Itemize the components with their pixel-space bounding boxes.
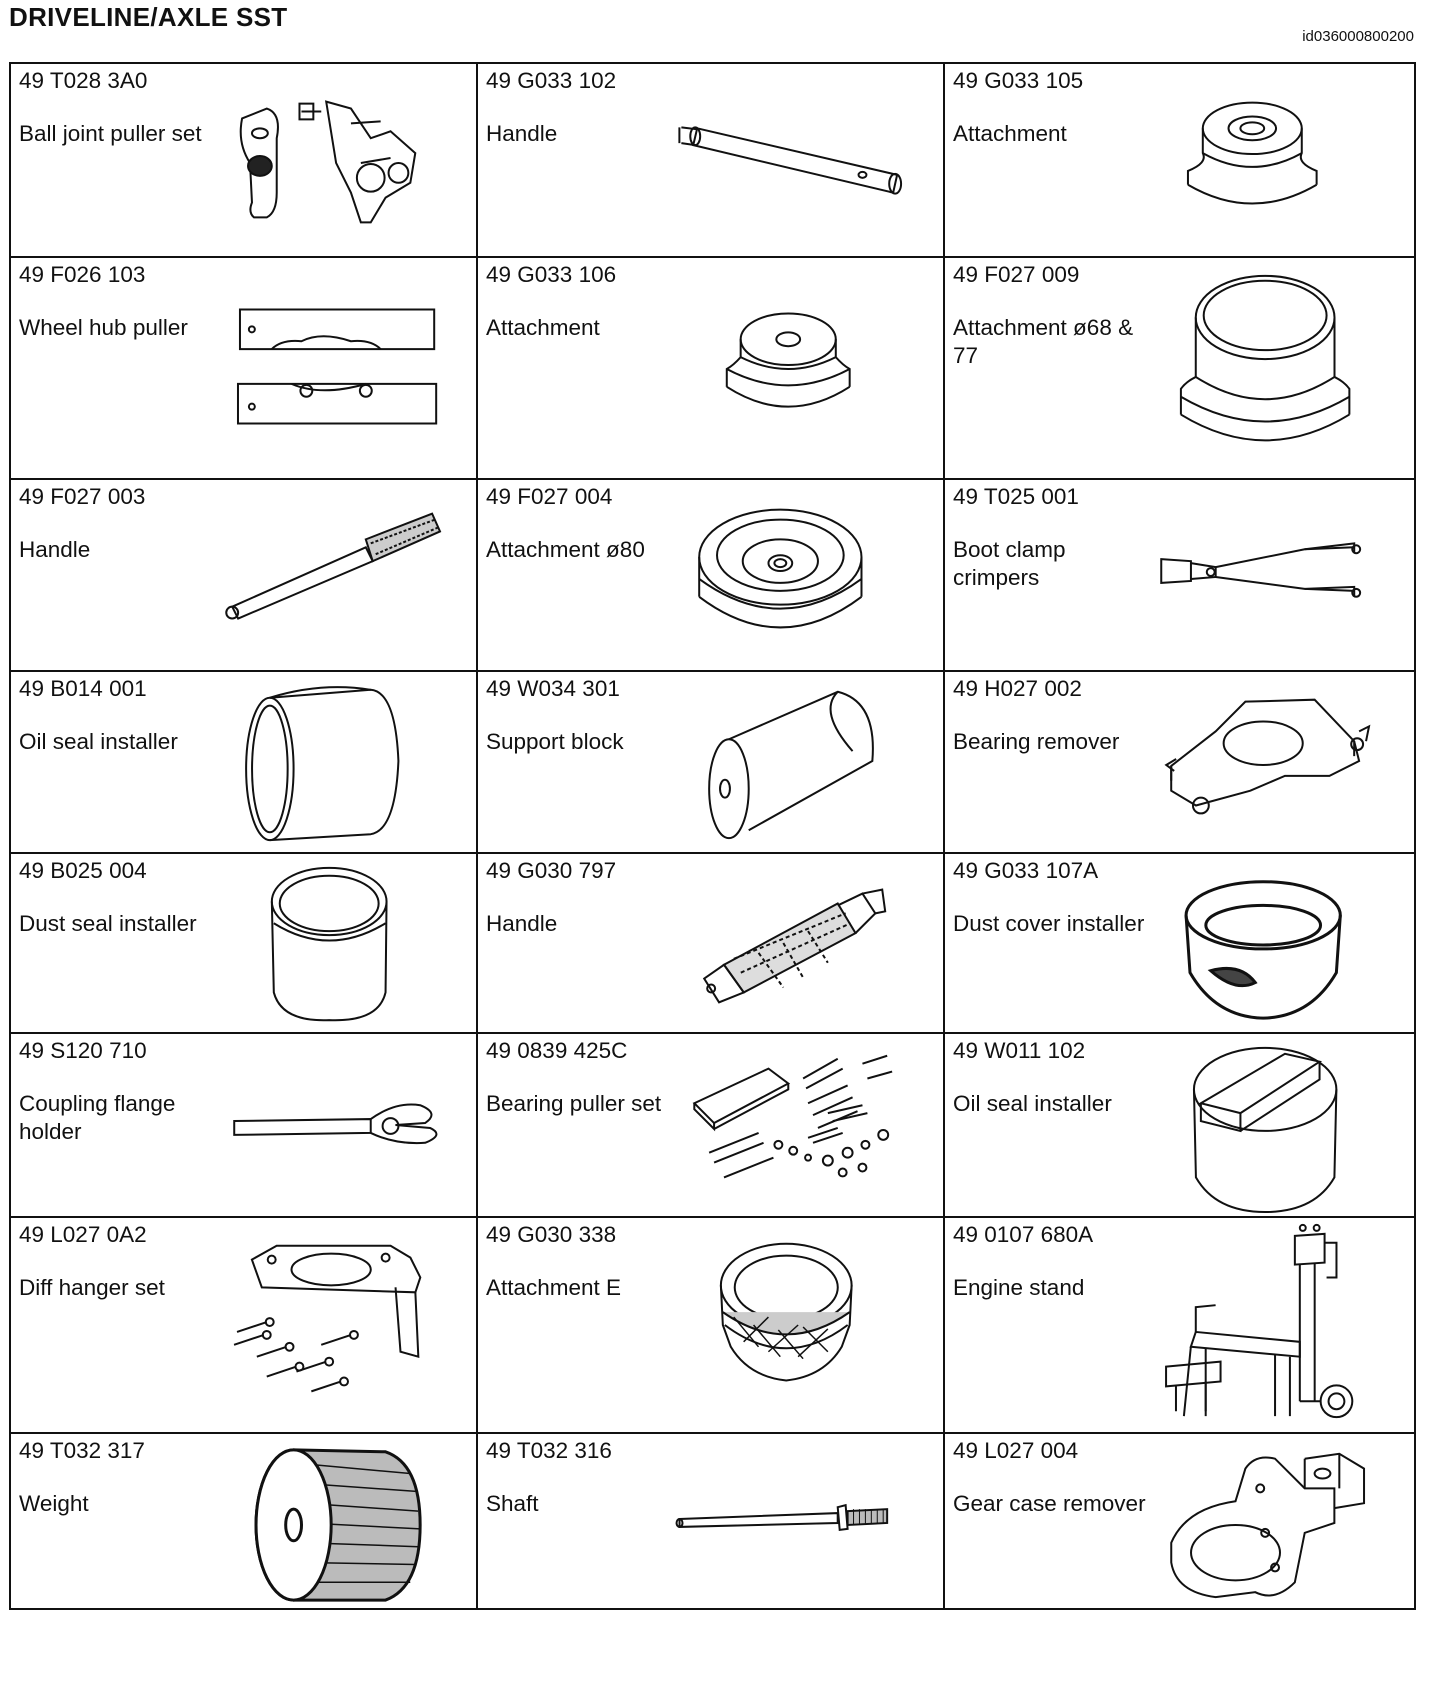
tool-name: Dust seal installer — [19, 911, 197, 936]
part-number: 49 L027 004 — [953, 1438, 1079, 1463]
tool-cell — [477, 853, 944, 1033]
tool-cell — [477, 1217, 944, 1433]
attachment-icon — [688, 1218, 938, 1432]
tool-cell — [10, 853, 477, 1033]
tool-cell — [10, 1217, 477, 1433]
tool-name: Support block — [486, 729, 624, 754]
tool-name: Ball joint puller set — [19, 121, 202, 146]
sst-table — [9, 62, 1416, 1610]
weight-icon — [221, 1434, 471, 1608]
tool-cell — [10, 1033, 477, 1217]
attachment-icon — [688, 258, 938, 478]
table-row — [10, 63, 1415, 257]
tool-name: Diff hanger set — [19, 1275, 165, 1300]
tool-name: Coupling flange holder — [19, 1091, 176, 1144]
support-block-icon — [688, 672, 938, 852]
part-number: 49 W034 301 — [486, 676, 620, 701]
table-row — [10, 1433, 1415, 1609]
part-number: 49 S120 710 — [19, 1038, 147, 1063]
part-number: 49 G033 102 — [486, 68, 617, 93]
tool-cell — [10, 257, 477, 479]
tool-cell — [944, 63, 1415, 257]
tool-name: Bearing puller set — [486, 1091, 662, 1116]
wheel-hub-puller-icon — [221, 258, 471, 478]
tool-name: Engine stand — [953, 1275, 1085, 1300]
part-number: 49 F027 004 — [486, 484, 613, 509]
part-number: 49 T025 001 — [953, 484, 1079, 509]
tool-name: Handle — [486, 911, 558, 936]
tool-cell — [477, 257, 944, 479]
tool-name: Wheel hub puller — [19, 315, 188, 340]
tool-name: Boot clamp crimpers — [953, 537, 1066, 590]
engine-stand-icon — [1155, 1218, 1405, 1432]
part-number: 49 G033 107A — [953, 858, 1099, 883]
table-row — [10, 853, 1415, 1033]
part-number: 49 0839 425C — [486, 1038, 628, 1063]
part-number: 49 H027 002 — [953, 676, 1082, 701]
tool-name: Attachment E — [486, 1275, 622, 1300]
tool-cell — [944, 257, 1415, 479]
tool-cell — [477, 1433, 944, 1609]
tool-name: Gear case remover — [953, 1491, 1146, 1516]
table-row — [10, 671, 1415, 853]
tool-cell — [944, 1217, 1415, 1433]
tool-name: Attachment ø68 & 77 — [953, 315, 1134, 368]
boot-clamp-crimpers-icon — [1155, 480, 1405, 670]
attachment-icon — [688, 480, 938, 670]
tool-cell — [477, 479, 944, 671]
part-number: 49 T032 317 — [19, 1438, 145, 1463]
tool-name: Attachment — [486, 315, 600, 340]
part-number: 49 0107 680A — [953, 1222, 1094, 1247]
tool-name: Handle — [19, 537, 91, 562]
tool-cell — [944, 1433, 1415, 1609]
tool-name: Oil seal installer — [953, 1091, 1112, 1116]
tool-name: Dust cover installer — [953, 911, 1145, 936]
attachment-icon — [1155, 258, 1405, 478]
part-number: 49 G033 105 — [953, 68, 1084, 93]
tool-name: Oil seal installer — [19, 729, 178, 754]
part-number: 49 F027 003 — [19, 484, 146, 509]
document-id: id036000800200 — [1302, 28, 1414, 45]
part-number: 49 G030 338 — [486, 1222, 617, 1247]
attachment-icon — [1155, 64, 1405, 256]
tool-cell — [477, 63, 944, 257]
shaft-icon — [688, 1434, 938, 1608]
gear-case-remover-icon — [1155, 1434, 1405, 1608]
oil-seal-installer-icon — [1155, 1034, 1405, 1216]
tool-cell — [944, 479, 1415, 671]
bearing-puller-set-icon — [688, 1034, 938, 1216]
tool-cell — [10, 479, 477, 671]
tool-cell — [477, 671, 944, 853]
tool-name: Attachment ø80 — [486, 537, 645, 562]
tool-name: Handle — [486, 121, 558, 146]
tool-cell — [10, 1433, 477, 1609]
dust-cover-installer-icon — [1155, 854, 1405, 1032]
diff-hanger-set-icon — [221, 1218, 471, 1432]
ball-joint-puller-set-icon — [221, 64, 471, 256]
tool-name: Weight — [19, 1491, 89, 1516]
table-row — [10, 257, 1415, 479]
tool-cell — [477, 1033, 944, 1217]
oil-seal-installer-icon — [221, 672, 471, 852]
handle-icon — [688, 854, 938, 1032]
tool-name: Attachment — [953, 121, 1067, 146]
table-row — [10, 1033, 1415, 1217]
handle-icon — [688, 64, 938, 256]
part-number: 49 G030 797 — [486, 858, 617, 883]
handle-icon — [221, 480, 471, 670]
table-row — [10, 1217, 1415, 1433]
part-number: 49 W011 102 — [953, 1038, 1086, 1063]
tool-name: Shaft — [486, 1491, 539, 1516]
table-row — [10, 479, 1415, 671]
bearing-remover-icon — [1155, 672, 1405, 852]
tool-cell — [10, 63, 477, 257]
tool-cell — [944, 853, 1415, 1033]
part-number: 49 B014 001 — [19, 676, 147, 701]
part-number: 49 L027 0A2 — [19, 1222, 147, 1247]
tool-name: Bearing remover — [953, 729, 1120, 754]
part-number: 49 G033 106 — [486, 262, 617, 287]
part-number: 49 T028 3A0 — [19, 68, 148, 93]
part-number: 49 F027 009 — [953, 262, 1080, 287]
page-title: DRIVELINE/AXLE SST — [9, 2, 288, 32]
part-number: 49 B025 004 — [19, 858, 147, 883]
dust-seal-installer-icon — [221, 854, 471, 1032]
coupling-flange-holder-icon — [221, 1034, 471, 1216]
part-number: 49 F026 103 — [19, 262, 146, 287]
tool-cell — [10, 671, 477, 853]
tool-cell — [944, 1033, 1415, 1217]
part-number: 49 T032 316 — [486, 1438, 612, 1463]
tool-cell — [944, 671, 1415, 853]
